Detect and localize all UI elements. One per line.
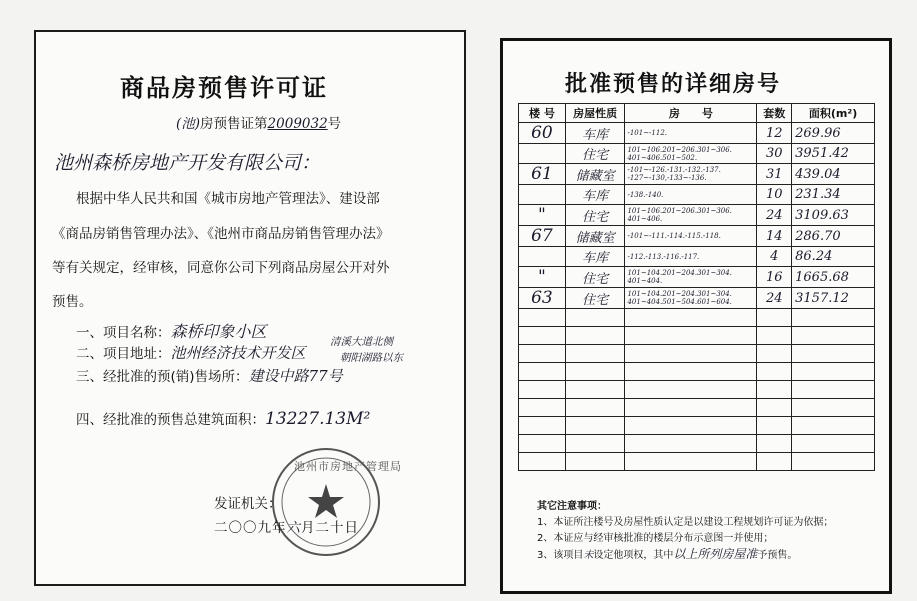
- empty-cell: [519, 435, 566, 453]
- empty-cell: [792, 363, 875, 381]
- item-sales-office: [76, 365, 343, 386]
- table-row: [519, 226, 875, 247]
- empty-cell: [519, 399, 566, 417]
- table-row: [519, 164, 875, 185]
- unit-details-page: [500, 38, 892, 594]
- cert-suffix: 号: [327, 116, 342, 132]
- empty-cell: [625, 399, 757, 417]
- cell-type: 车库: [565, 185, 625, 205]
- empty-cell: [792, 381, 875, 399]
- empty-cell: [757, 381, 792, 399]
- empty-cell: [792, 435, 875, 453]
- date-end: 日: [344, 520, 359, 536]
- empty-cell: [757, 417, 792, 435]
- table-row: [519, 205, 875, 226]
- cell-area: 439.04: [792, 164, 875, 185]
- empty-cell: [565, 399, 625, 417]
- cell-type: 住宅: [565, 288, 625, 309]
- notes-title: 其它注意事项：: [537, 501, 607, 512]
- empty-cell: [792, 309, 875, 327]
- empty-cell: [792, 417, 875, 435]
- empty-cell: [792, 399, 875, 417]
- cell-type: 车库: [565, 247, 625, 267]
- cell-rooms: 101~106.201~206.301~306. 401~406.: [625, 205, 757, 226]
- details-title: 批准预售的详细房号: [565, 72, 782, 97]
- unit-table-header: [519, 104, 875, 123]
- empty-cell: [757, 435, 792, 453]
- empty-cell: [565, 327, 625, 345]
- cell-area: 3951.42: [792, 144, 875, 164]
- cell-type: 储藏室: [565, 226, 625, 247]
- empty-cell: [625, 327, 757, 345]
- table-row: [519, 144, 875, 164]
- empty-row: [519, 381, 875, 399]
- cell-rooms: 101~104.201~204.301~304. 401~404.501~504.601~604.: [625, 288, 757, 309]
- item4-label: 四、经批准的预售总建筑面积：: [76, 412, 265, 428]
- table-row: [519, 247, 875, 267]
- empty-cell: [757, 327, 792, 345]
- cell-area: 86.24: [792, 247, 875, 267]
- empty-cell: [625, 309, 757, 327]
- date-mid: 月二十: [301, 520, 345, 536]
- note3-hand-2: 以上所列房屋准: [673, 547, 758, 561]
- table-row: [519, 267, 875, 288]
- empty-cell: [625, 381, 757, 399]
- note-3: [537, 545, 797, 562]
- empty-cell: [757, 345, 792, 363]
- empty-cell: [792, 327, 875, 345]
- cell-area: 3157.12: [792, 288, 875, 309]
- cell-building: 63: [519, 288, 566, 309]
- seal-text: 池州市房地产管理局: [294, 460, 402, 473]
- paragraph-line-2: 《商品房销售管理办法》、《池州市商品房销售管理办法》: [52, 226, 390, 242]
- item-project-name: [76, 319, 267, 342]
- cert-number-line: [176, 112, 341, 132]
- cell-count: 30: [757, 144, 792, 164]
- note-1: 1、本证所注楼号及房屋性质认定是以建设工程规划许可证为依据；: [537, 517, 834, 528]
- issue-date: [214, 516, 359, 536]
- empty-cell: [757, 309, 792, 327]
- paragraph-line-3: 等有关规定，经审核，同意你公司下列商品房屋公开对外: [52, 260, 390, 276]
- cell-rooms: -101~-112.: [625, 123, 757, 144]
- item1-value: 森桥印象小区: [170, 322, 267, 341]
- cell-building: 67: [519, 226, 566, 247]
- cell-rooms: -101~-126.-131.-132.-137. -127~-130,-133~-136.: [625, 164, 757, 185]
- empty-cell: [565, 381, 625, 399]
- empty-cell: [757, 399, 792, 417]
- empty-cell: [792, 345, 875, 363]
- cell-area: 286.70: [792, 226, 875, 247]
- cell-area: 3109.63: [792, 205, 875, 226]
- header-count: 套数: [757, 104, 792, 123]
- cell-building: [519, 185, 566, 205]
- empty-row: [519, 363, 875, 381]
- header-type: 房屋性质: [565, 104, 625, 123]
- note3-part-a: 3、该项目: [537, 550, 584, 561]
- cell-building: [519, 144, 566, 164]
- item3-label: 三、经批准的预(销)售场所：: [76, 369, 249, 385]
- unit-table-body: [519, 123, 875, 471]
- empty-cell: [519, 327, 566, 345]
- cell-rooms: -101~-111.-114.-115.-118.: [625, 226, 757, 247]
- issuer-label: 发证机关：: [214, 496, 282, 512]
- empty-cell: [565, 453, 625, 471]
- header-area: 面积(m²): [792, 104, 875, 123]
- cell-building: [519, 247, 566, 267]
- cell-count: 12: [757, 123, 792, 144]
- cell-type: 住宅: [565, 267, 625, 288]
- table-row: [519, 288, 875, 309]
- item4-value: 13227.13M²: [265, 409, 371, 429]
- empty-row: [519, 399, 875, 417]
- cell-rooms: -138.-140.: [625, 185, 757, 205]
- item-total-area: [76, 408, 370, 429]
- cert-number: 2009032: [267, 116, 328, 132]
- cell-count: 4: [757, 247, 792, 267]
- cell-area: 1665.68: [792, 267, 875, 288]
- empty-cell: [625, 453, 757, 471]
- cell-count: 14: [757, 226, 792, 247]
- table-row: [519, 123, 875, 144]
- cell-count: 24: [757, 288, 792, 309]
- empty-cell: [625, 363, 757, 381]
- empty-cell: [757, 453, 792, 471]
- cell-rooms: -112.-113.-116.-117.: [625, 247, 757, 267]
- empty-cell: [519, 363, 566, 381]
- empty-row: [519, 435, 875, 453]
- address-extra-2: 朝阳湖路以东: [340, 352, 403, 364]
- empty-row: [519, 309, 875, 327]
- empty-cell: [565, 363, 625, 381]
- empty-cell: [565, 345, 625, 363]
- cell-building: ": [519, 205, 566, 226]
- cell-area: 269.96: [792, 123, 875, 144]
- note3-hand-1: 未: [583, 550, 594, 561]
- unit-table: [518, 103, 875, 471]
- permit-certificate-page: [34, 30, 466, 586]
- date-year: 二〇〇九年: [214, 520, 287, 536]
- paragraph-line-4: 预售。: [52, 294, 93, 310]
- cell-rooms: 101~106.201~206.301~306. 401~406.501~502.: [625, 144, 757, 164]
- note-2: 2、本证应与经审核批准的楼层分布示意图一并使用；: [537, 533, 774, 544]
- item3-value: 建设中路77号: [248, 367, 343, 385]
- item1-label: 一、项目名称：: [76, 325, 171, 341]
- cert-prefix: (池): [176, 116, 201, 132]
- empty-cell: [792, 453, 875, 471]
- cell-type: 住宅: [565, 205, 625, 226]
- cell-count: 31: [757, 164, 792, 185]
- cell-count: 10: [757, 185, 792, 205]
- cert-label: 房预售证第: [200, 116, 268, 132]
- paragraph-line-1: 根据中华人民共和国《城市房地产管理法》、建设部: [76, 191, 380, 207]
- empty-cell: [519, 309, 566, 327]
- empty-cell: [625, 345, 757, 363]
- cell-count: 16: [757, 267, 792, 288]
- cell-area: 231.34: [792, 185, 875, 205]
- item2-label: 二、项目地址：: [76, 346, 171, 362]
- empty-cell: [565, 417, 625, 435]
- empty-cell: [519, 453, 566, 471]
- cell-count: 24: [757, 205, 792, 226]
- company-name: 池州森桥房地产开发有限公司：: [54, 152, 321, 174]
- official-seal: [272, 448, 402, 556]
- permit-title: 商品房预售许可证: [120, 74, 328, 102]
- cell-building: 60: [519, 123, 566, 144]
- date-month: 六: [286, 520, 301, 536]
- item2-value: 池州经济技术开发区: [170, 344, 306, 362]
- cell-building: ": [519, 267, 566, 288]
- cell-type: 住宅: [565, 144, 625, 164]
- note3-part-b: 设定他项权，其中: [593, 550, 674, 561]
- cell-type: 车库: [565, 123, 625, 144]
- empty-cell: [565, 435, 625, 453]
- address-extra-1: 清溪大道北侧: [330, 336, 393, 348]
- header-rooms: 房 号: [625, 104, 757, 123]
- cell-building: 61: [519, 164, 566, 185]
- empty-cell: [519, 417, 566, 435]
- empty-cell: [625, 417, 757, 435]
- cell-rooms: 101~104.201~204.301~304. 401~404.: [625, 267, 757, 288]
- item-project-address: [76, 342, 306, 363]
- empty-cell: [565, 309, 625, 327]
- header-building: 楼 号: [519, 104, 566, 123]
- note3-part-c: 予预售。: [757, 550, 798, 561]
- empty-row: [519, 345, 875, 363]
- empty-row: [519, 417, 875, 435]
- empty-cell: [757, 363, 792, 381]
- empty-row: [519, 327, 875, 345]
- empty-cell: [519, 345, 566, 363]
- empty-row: [519, 453, 875, 471]
- table-row: [519, 185, 875, 205]
- empty-cell: [519, 381, 566, 399]
- empty-cell: [625, 435, 757, 453]
- cell-type: 储藏室: [565, 164, 625, 185]
